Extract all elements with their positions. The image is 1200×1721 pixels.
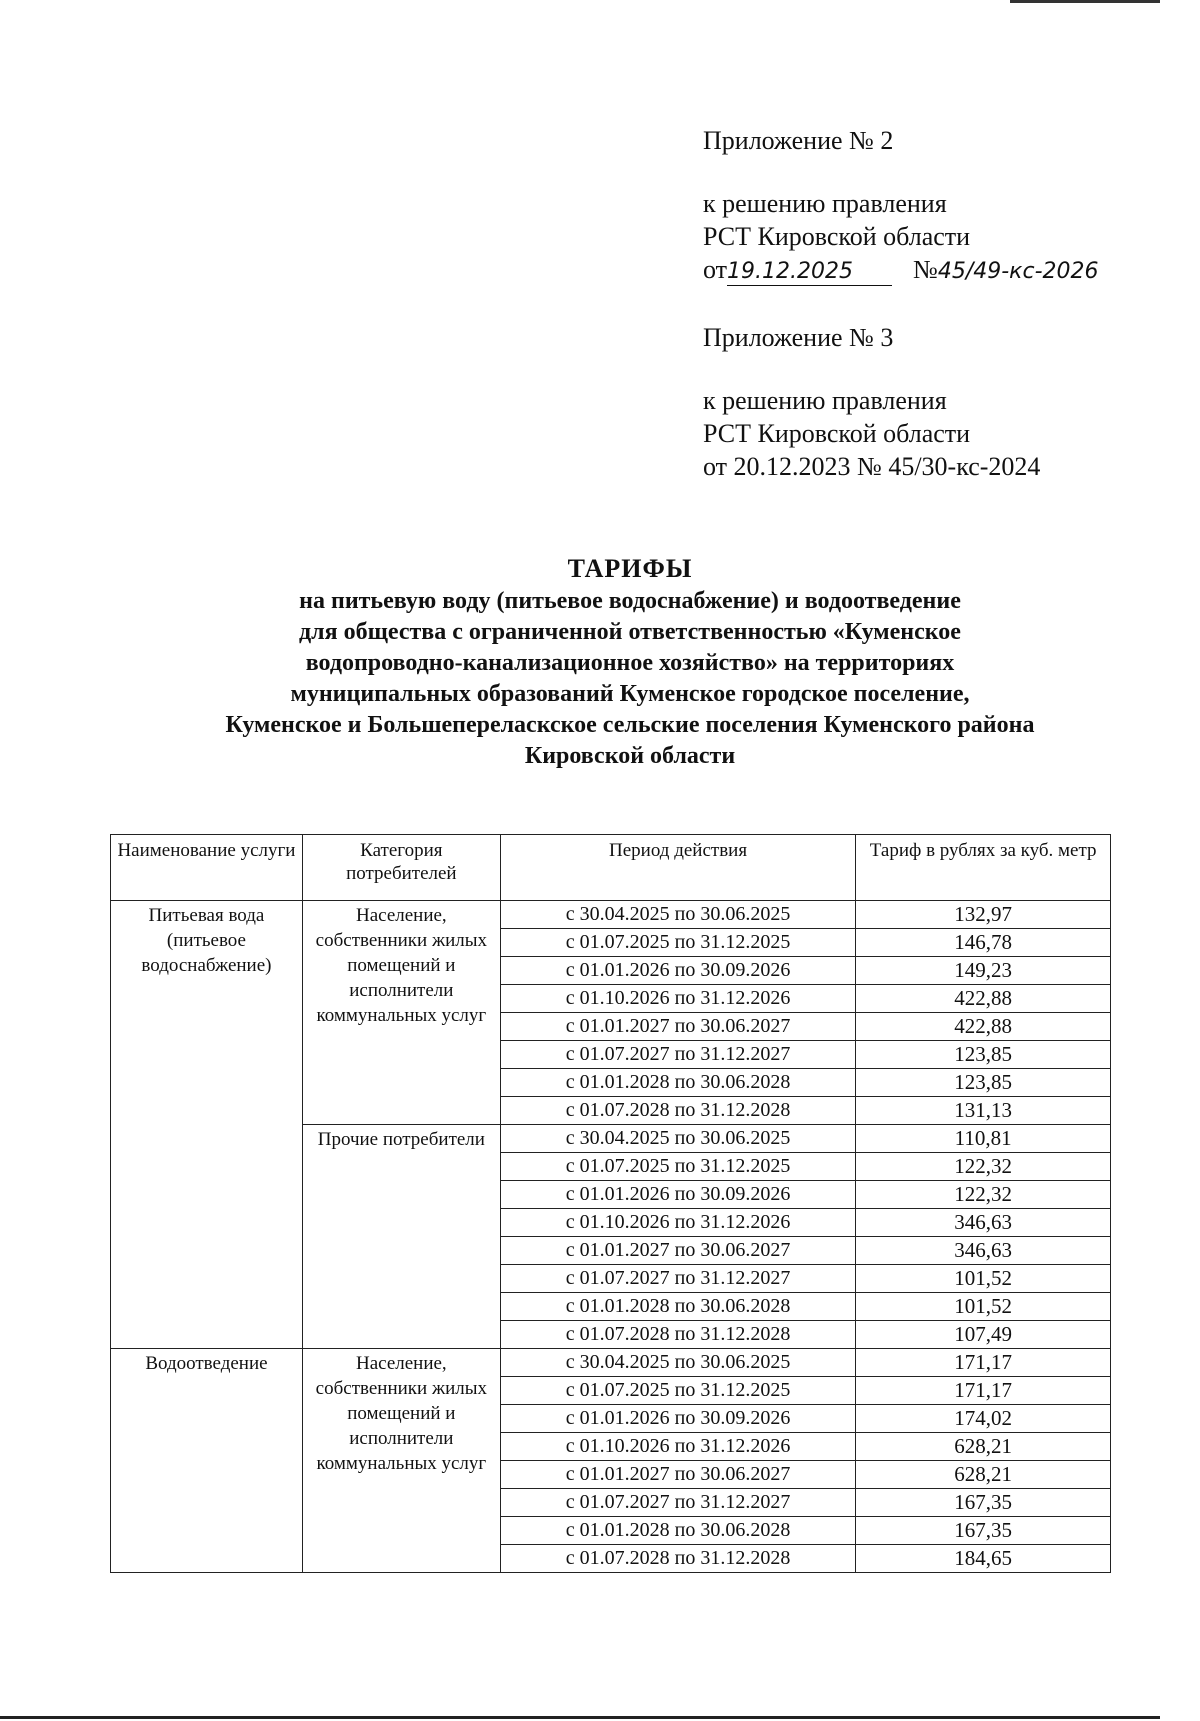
tariff-cell: 167,35 xyxy=(856,1517,1111,1545)
document-title xyxy=(110,553,1150,772)
title-line-4: муниципальных образований Куменское городское поселение, xyxy=(290,681,970,707)
tariff-cell: 628,21 xyxy=(856,1433,1111,1461)
period-cell: с 01.07.2027 по 31.12.2027 xyxy=(500,1041,856,1069)
appendix-2-signature-line xyxy=(703,253,1099,288)
period-cell: с 01.07.2025 по 31.12.2025 xyxy=(500,929,856,957)
period-cell: с 01.01.2027 по 30.06.2027 xyxy=(500,1013,856,1041)
tariff-table-body xyxy=(111,901,1111,1573)
header-service: Наименование услуги xyxy=(111,835,303,901)
period-cell: с 01.07.2025 по 31.12.2025 xyxy=(500,1377,856,1405)
period-cell: с 30.04.2025 по 30.06.2025 xyxy=(500,1349,856,1377)
period-cell: с 01.07.2027 по 31.12.2027 xyxy=(500,1489,856,1517)
title-line-2: для общества с ограниченной ответственностью «Куменское xyxy=(299,619,961,645)
tariff-cell: 346,63 xyxy=(856,1209,1111,1237)
appendix-2-from-label: от xyxy=(703,255,728,284)
period-cell: с 01.07.2028 по 31.12.2028 xyxy=(500,1545,856,1573)
period-cell: с 30.04.2025 по 30.06.2025 xyxy=(500,1125,856,1153)
period-cell: с 01.07.2028 по 31.12.2028 xyxy=(500,1097,856,1125)
tariff-cell: 422,88 xyxy=(856,1013,1111,1041)
period-cell: с 01.01.2028 по 30.06.2028 xyxy=(500,1069,856,1097)
tariff-cell: 628,21 xyxy=(856,1461,1111,1489)
period-cell: с 01.07.2028 по 31.12.2028 xyxy=(500,1321,856,1349)
handwritten-number: 45/49-кс-2026 xyxy=(937,259,1099,284)
appendix-2-title: Приложение № 2 xyxy=(703,126,894,155)
tariff-cell: 171,17 xyxy=(856,1377,1111,1405)
service-cell: Водоотведение xyxy=(111,1349,303,1573)
tariff-cell: 167,35 xyxy=(856,1489,1111,1517)
header-tariff: Тариф в рублях за куб. метр xyxy=(856,835,1111,901)
appendix-2-number-label: № xyxy=(913,255,938,284)
period-cell: с 01.01.2028 по 30.06.2028 xyxy=(500,1293,856,1321)
appendix-2-block xyxy=(703,124,1099,288)
period-cell: с 01.01.2027 по 30.06.2027 xyxy=(500,1237,856,1265)
title-line-5: Куменское и Большепереласкское сельские поселения Куменского района xyxy=(225,712,1035,738)
category-cell: Прочие потребители xyxy=(302,1125,500,1349)
scan-artifact-bottom xyxy=(0,1716,1160,1719)
tariff-table xyxy=(110,834,1111,1573)
title-line-6: Кировской области xyxy=(524,743,736,769)
tariff-cell: 422,88 xyxy=(856,985,1111,1013)
tariff-cell: 132,97 xyxy=(856,901,1111,929)
tariff-cell: 107,49 xyxy=(856,1321,1111,1349)
tariff-cell: 122,32 xyxy=(856,1181,1111,1209)
period-cell: с 01.07.2027 по 31.12.2027 xyxy=(500,1265,856,1293)
title-line-1: на питьевую воду (питьевое водоснабжение) и водоотведение xyxy=(299,588,961,614)
period-cell: с 01.07.2025 по 31.12.2025 xyxy=(500,1153,856,1181)
table-header-row xyxy=(111,835,1111,901)
appendix-2-line2: РСТ Кировской области xyxy=(703,222,971,251)
period-cell: с 01.10.2026 по 31.12.2026 xyxy=(500,1433,856,1461)
tariff-cell: 131,13 xyxy=(856,1097,1111,1125)
tariff-cell: 123,85 xyxy=(856,1069,1111,1097)
table-row xyxy=(111,901,1111,929)
title-line-3: водопроводно-канализационное хозяйство» на территориях xyxy=(305,650,955,676)
appendix-3-title: Приложение № 3 xyxy=(703,323,894,352)
appendix-3-line3: от 20.12.2023 № 45/30-кс-2024 xyxy=(703,452,1041,481)
tariff-cell: 101,52 xyxy=(856,1293,1111,1321)
title-heading: ТАРИФЫ xyxy=(567,554,693,583)
scan-artifact-top xyxy=(1010,0,1160,3)
tariff-cell: 101,52 xyxy=(856,1265,1111,1293)
table-row xyxy=(111,1349,1111,1377)
tariff-cell: 174,02 xyxy=(856,1405,1111,1433)
appendix-3-line1: к решению правления xyxy=(703,386,947,415)
appendix-3-block xyxy=(703,321,1040,483)
category-cell: Население, собственники жилых помещений и исполнители коммунальных услуг xyxy=(302,901,500,1125)
appendix-2-line1: к решению правления xyxy=(703,189,947,218)
period-cell: с 01.01.2028 по 30.06.2028 xyxy=(500,1517,856,1545)
period-cell: с 30.04.2025 по 30.06.2025 xyxy=(500,901,856,929)
period-cell: с 01.10.2026 по 31.12.2026 xyxy=(500,1209,856,1237)
tariff-cell: 122,32 xyxy=(856,1153,1111,1181)
period-cell: с 01.01.2026 по 30.09.2026 xyxy=(500,1405,856,1433)
handwritten-date: 19.12.2025 xyxy=(727,259,892,286)
period-cell: с 01.01.2027 по 30.06.2027 xyxy=(500,1461,856,1489)
header-period: Период действия xyxy=(500,835,856,901)
tariff-cell: 110,81 xyxy=(856,1125,1111,1153)
tariff-cell: 184,65 xyxy=(856,1545,1111,1573)
category-cell: Население, собственники жилых помещений и исполнители коммунальных услуг xyxy=(302,1349,500,1573)
tariff-cell: 149,23 xyxy=(856,957,1111,985)
period-cell: с 01.10.2026 по 31.12.2026 xyxy=(500,985,856,1013)
tariff-cell: 346,63 xyxy=(856,1237,1111,1265)
period-cell: с 01.01.2026 по 30.09.2026 xyxy=(500,1181,856,1209)
appendix-3-line2: РСТ Кировской области xyxy=(703,419,971,448)
period-cell: с 01.01.2026 по 30.09.2026 xyxy=(500,957,856,985)
service-cell: Питьевая вода (питьевое водоснабжение) xyxy=(111,901,303,1349)
header-category: Категория потребителей xyxy=(302,835,500,901)
tariff-cell: 123,85 xyxy=(856,1041,1111,1069)
tariff-cell: 146,78 xyxy=(856,929,1111,957)
tariff-cell: 171,17 xyxy=(856,1349,1111,1377)
